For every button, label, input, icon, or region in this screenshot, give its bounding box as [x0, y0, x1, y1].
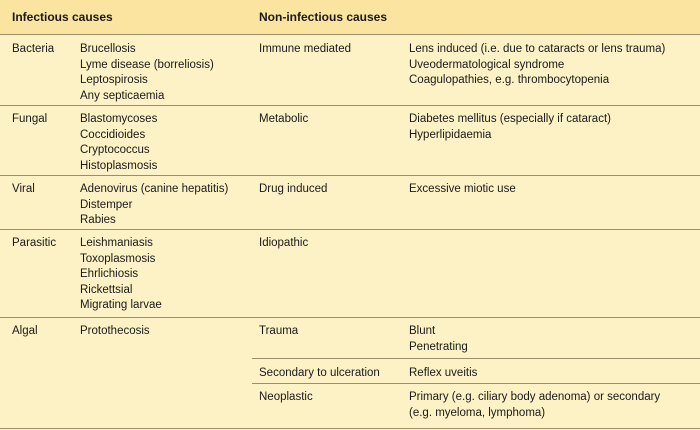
noninfectious-category: Trauma — [259, 325, 299, 337]
noninfectious-category: Immune mediated — [259, 43, 352, 55]
row-subdivider — [252, 383, 700, 384]
infectious-agent: Distemper — [80, 198, 133, 211]
noninfectious-category: Secondary to ulceration — [259, 367, 380, 379]
noninfectious-detail: Coagulopathies, e.g. thrombocytopenia — [409, 74, 610, 86]
infectious-category: Viral — [12, 183, 35, 195]
infectious-agent: Rickettsial — [80, 283, 133, 296]
infectious-category: Algal — [12, 325, 38, 337]
row-divider — [0, 105, 700, 106]
infectious-agent: Ehrlichiosis — [80, 268, 139, 280]
noninfectious-detail: Blunt — [409, 325, 436, 337]
infectious-agent: Rabies — [80, 214, 116, 226]
infectious-agent: Cryptococcus — [80, 144, 150, 156]
noninfectious-category: Metabolic — [259, 113, 309, 125]
infectious-category: Parasitic — [12, 237, 57, 249]
infectious-category: Bacteria — [12, 43, 55, 55]
noninfectious-detail: Hyperlipidaemia — [409, 128, 492, 141]
infectious-agent: Lyme disease (borreliosis) — [80, 58, 214, 71]
noninfectious-detail: Primary (e.g. ciliary body adenoma) or secondary — [409, 391, 661, 403]
noninfectious-detail: Diabetes mellitus (especially if cataract) — [409, 113, 611, 125]
infectious-agent: Migrating larvae — [80, 299, 162, 311]
table-bottom-rule — [0, 428, 700, 429]
noninfectious-detail: Lens induced (i.e. due to cataracts or lens trauma) — [409, 43, 666, 55]
noninfectious-detail: Uveodermatological syndrome — [409, 58, 565, 71]
infectious-agent: Leishmaniasis — [80, 237, 153, 249]
noninfectious-detail: (e.g. myeloma, lymphoma) — [409, 406, 546, 419]
infectious-agent: Leptospirosis — [80, 74, 148, 86]
header-rule — [0, 34, 700, 35]
row-subdivider — [252, 358, 700, 359]
noninfectious-detail: Excessive miotic use — [409, 183, 516, 195]
row-divider — [0, 175, 700, 176]
infectious-agent: Blastomycoses — [80, 113, 158, 125]
infectious-agent: Histoplasmosis — [80, 159, 158, 172]
infectious-agent: Any septicaemia — [80, 89, 165, 102]
noninfectious-category: Idiopathic — [259, 237, 309, 249]
row-divider — [0, 317, 700, 318]
noninfectious-detail: Penetrating — [409, 340, 468, 353]
infectious-agent: Brucellosis — [80, 43, 136, 55]
infectious-agent: Protothecosis — [80, 325, 150, 337]
infectious-agent: Coccidioides — [80, 128, 146, 141]
row-divider — [0, 229, 700, 230]
infectious-agent: Adenovirus (canine hepatitis) — [80, 183, 229, 195]
header-noninfectious: Non-infectious causes — [259, 10, 388, 24]
infectious-agent: Toxoplasmosis — [80, 252, 156, 265]
noninfectious-detail: Reflex uveitis — [409, 367, 478, 379]
noninfectious-category: Neoplastic — [259, 391, 313, 403]
infectious-category: Fungal — [12, 113, 48, 125]
noninfectious-category: Drug induced — [259, 183, 328, 195]
header-infectious: Infectious causes — [12, 10, 113, 24]
